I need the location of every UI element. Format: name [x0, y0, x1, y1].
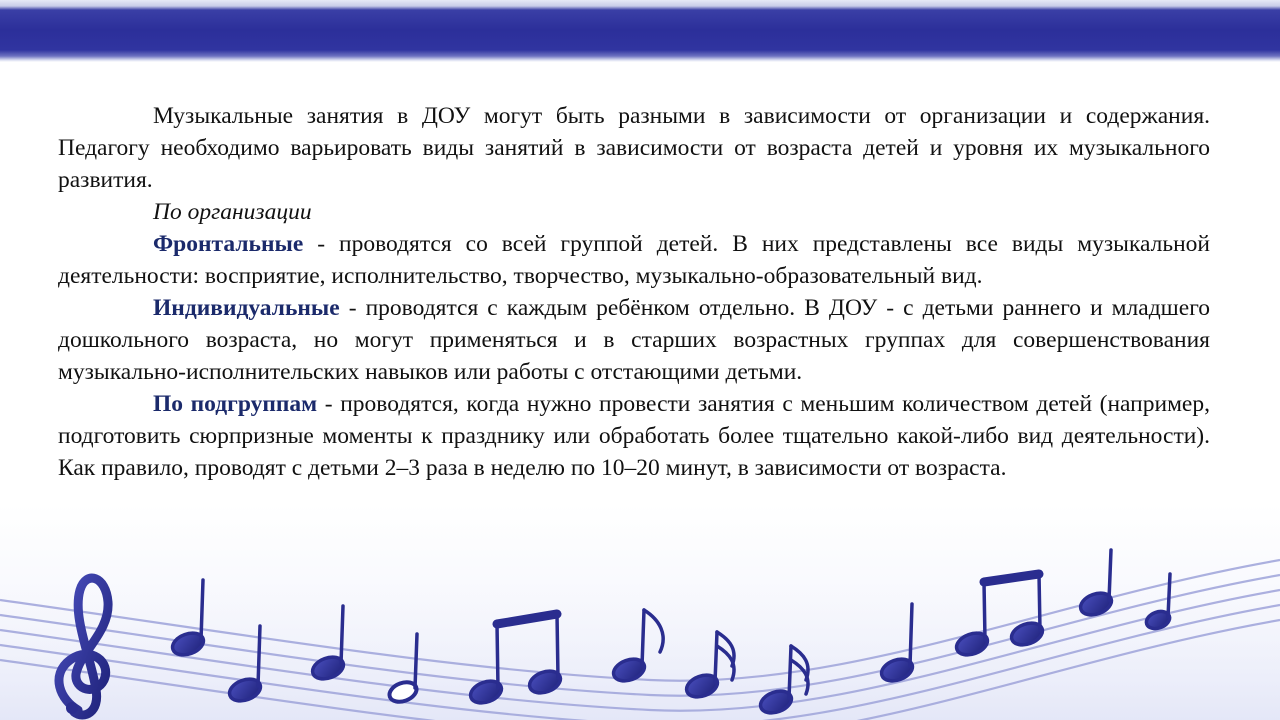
frontal-term: Фронтальные	[153, 231, 304, 257]
music-background	[0, 540, 1280, 720]
individual-term: Индивидуальные	[153, 295, 340, 321]
subgroup-paragraph	[58, 388, 1210, 484]
subgroup-text: - проводятся, когда нужно провести занятия с меньшим количеством детей (например, подготовить сюрпризные моменты к празднику или обработать более тщательно какой-либо вид деятельности). Как правило, проводят с детьми 2–3 раза в неделю по 10–20 минут, в зависимости от возраста.	[58, 391, 1210, 481]
individual-text: - проводятся с каждым ребёнком отдельно. В ДОУ - с детьми раннего и младшего дошкольного возраста, но могут применяться и в старших возрастных группах для совершенствования музыкально-исполнительских навыков или работы с отстающими детьми.	[58, 295, 1210, 385]
top-header-band	[0, 0, 1280, 62]
frontal-text: - проводятся со всей группой детей. В них представлены все виды музыкальной деятельности: восприятие, исполнительство, творчество, музыкально-образовательный вид.	[58, 231, 1210, 289]
frontal-paragraph	[58, 228, 1210, 292]
intro-paragraph: Музыкальные занятия в ДОУ могут быть разными в зависимости от организации и содержания. Педагогу необходимо варьировать виды занятий в зависимости от возраста детей и уровня их музыкального развития.	[58, 103, 1210, 193]
slide-text-body	[58, 100, 1210, 484]
subgroup-term: По подгруппам	[153, 391, 318, 417]
individual-paragraph	[58, 292, 1210, 388]
music-staff-decoration	[0, 540, 1280, 720]
by-organization-heading: По организации	[153, 199, 312, 225]
